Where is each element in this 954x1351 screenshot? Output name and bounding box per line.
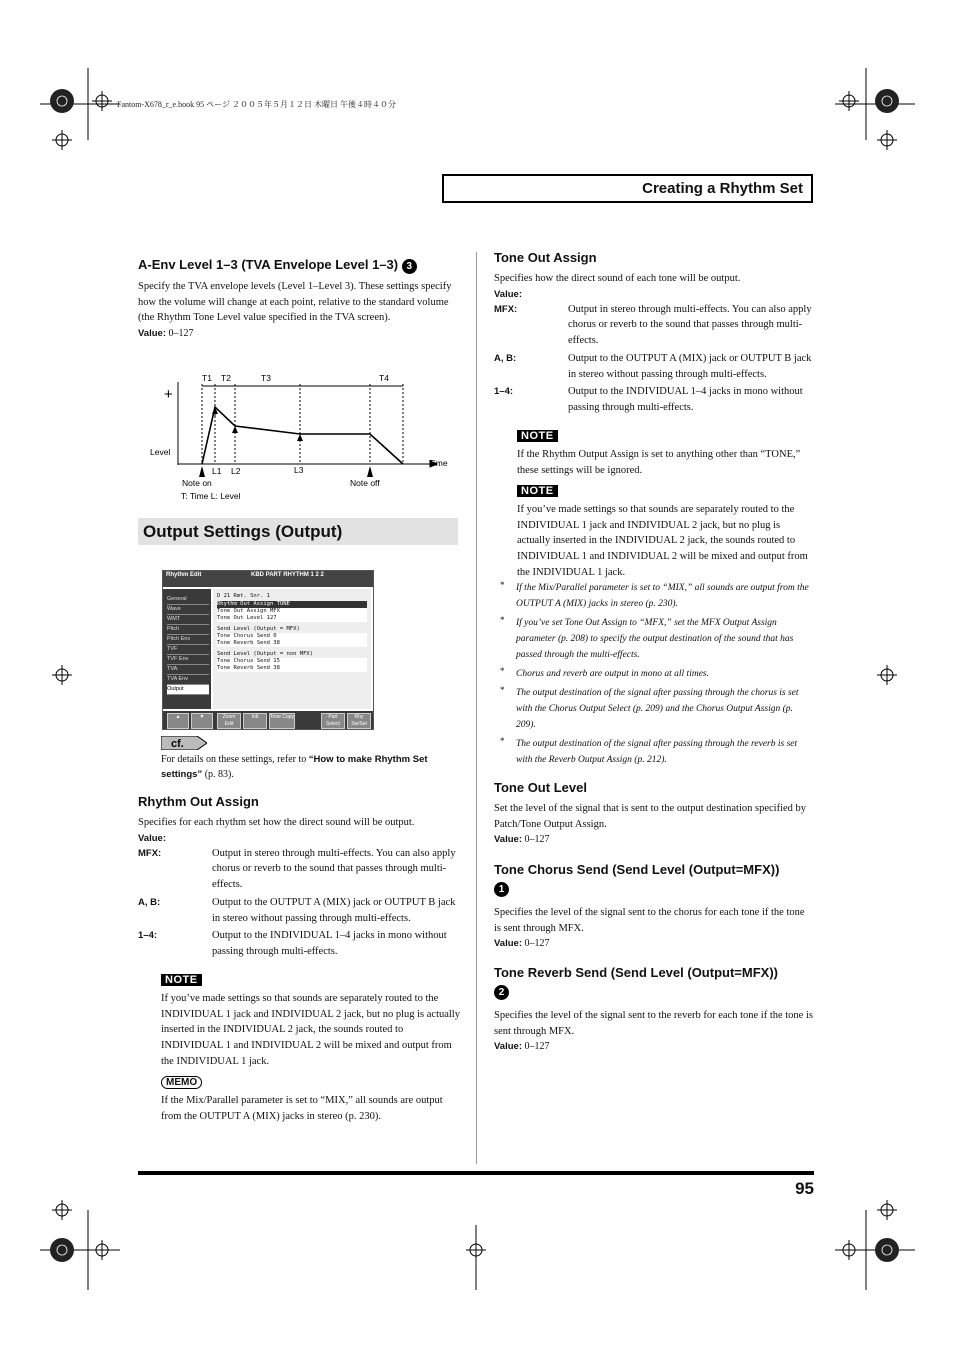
t2-label: T2 [221, 373, 231, 383]
tone-out-bullets [500, 580, 814, 768]
rhythm-out-value-label: Value: [138, 832, 166, 844]
rhythm-out-memo [161, 1072, 461, 1124]
tone-level-value: Value: 0–127 [494, 834, 550, 846]
tone-out-item: MFX: Output in stereo through multi-effects. You can also apply chorus or reverb to the sound that passes through multi-effects. [494, 303, 812, 347]
legend-label: T: Time L: Level [181, 491, 241, 501]
lcd-row: Send Level (Output = MFX) [217, 626, 300, 632]
column-divider [476, 252, 477, 1164]
lcd-row: Tone Out Level 127 [217, 615, 367, 622]
lcd-row: Tone Chorus Send 0 [217, 633, 367, 640]
aenv-description: Specify the TVA envelope levels (Level 1–Level 3). These settings specify how the volume will change at each point, relative to the standard volume (the Rhythm Tone Level value specified in the TVA screen). [138, 281, 452, 324]
aenv-heading: A-Env Level 1–3 (TVA Envelope Level 1–3) 3 [138, 257, 458, 274]
rhythm-out-item: 1–4: Output to the INDIVIDUAL 1–4 jacks in mono without passing through multi-effects. [138, 930, 447, 957]
bullet-item: * If the Mix/Parallel parameter is set to “MIX,” all sounds are output from the OUTPUT A (MIX) jacks in stereo (p. 230). [500, 580, 809, 609]
lcd-side-item[interactable]: TVA [167, 665, 209, 675]
l1-label: L1 [212, 466, 222, 476]
lcd-top-right: KBD PART RHYTHM 1 2 2 [251, 572, 324, 578]
tone-out-note-1 [517, 426, 814, 478]
file-info-line: Fantom-X678_r_e.book 95 ページ ２００５年５月１２日 木曜日 午後４時４０分 [117, 100, 396, 109]
l2-label: L2 [231, 466, 241, 476]
l3-label: L3 [294, 465, 304, 475]
lcd-side-item[interactable]: Wave [167, 605, 209, 615]
tone-reverb-description: Specifies the level of the signal sent to the reverb for each tone if the tone is sent through MFX. [494, 1010, 813, 1037]
lcd-screenshot [162, 570, 374, 730]
note-badge-icon: NOTE [517, 485, 558, 497]
number-3-icon: 3 [402, 259, 417, 274]
note-off-label: Note off [350, 478, 380, 488]
rhythm-out-heading: Rhythm Out Assign [138, 794, 259, 809]
lcd-up-arrow-icon[interactable]: ▲ [167, 713, 189, 729]
lcd-row: Send Level (Output = non MFX) [217, 651, 314, 657]
tone-out-note-1-text: If the Rhythm Output Assign is set to anything other than “TONE,” these settings will be ignored. [517, 449, 801, 476]
lcd-side-item[interactable]: TVA Env [167, 675, 209, 685]
footer-rule [138, 1171, 814, 1175]
tone-reverb-heading: Tone Reverb Send (Send Level (Output=MFX)) 2 [494, 965, 778, 998]
tone-out-note-2 [517, 481, 814, 581]
lcd-row: Tone Out Assign MFX [217, 608, 367, 615]
lcd-row: Tone Reverb Send 38 [217, 665, 367, 672]
memo-badge-icon: MEMO [161, 1076, 202, 1089]
number-1-icon: 1 [494, 882, 509, 897]
level-label: Level [150, 447, 171, 457]
lcd-side-item[interactable]: TVF Env [167, 655, 209, 665]
lcd-side-item[interactable]: Pitch Env [167, 635, 209, 645]
tone-reverb-value: Value: 0–127 [494, 1041, 550, 1053]
lcd-copy-button[interactable]: Tone Copy [269, 713, 295, 729]
aenv-value: Value: 0–127 [138, 328, 194, 340]
tone-chorus-description: Specifies the level of the signal sent to the chorus for each tone if the tone is sent through MFX. [494, 907, 805, 934]
lcd-side-item[interactable]: TVF [167, 645, 209, 655]
note-badge-icon: NOTE [161, 974, 202, 986]
output-settings-title: Output Settings (Output) [138, 518, 458, 545]
lcd-main-panel [213, 589, 371, 709]
rhythm-out-memo-text: If the Mix/Parallel parameter is set to “MIX,” all sounds are output from the OUTPUT A (MIX) jacks in stereo (p. 230). [161, 1095, 443, 1122]
tone-out-section [494, 250, 814, 416]
lcd-title: Rhythm Edit [166, 572, 202, 578]
t1-label: T1 [202, 373, 212, 383]
tone-chorus-value: Value: 0–127 [494, 938, 550, 950]
rhythm-out-description: Specifies for each rhythm set how the direct sound will be output. [138, 817, 415, 828]
bullet-item: * Chorus and reverb are output in mono at all times. [500, 666, 709, 679]
t4-label: T4 [379, 373, 389, 383]
lcd-row: D 21 Rmt. Snr. 1 [217, 593, 270, 599]
lcd-zoom-button[interactable]: Zoom Edit [217, 713, 241, 729]
tone-out-description: Specifies how the direct sound of each tone will be output. [494, 273, 741, 284]
lcd-side-item-active[interactable]: Output [167, 685, 209, 695]
tone-level-section [494, 780, 814, 845]
lcd-rhy-button[interactable]: Rhy Sw/Sel [347, 713, 371, 729]
rhythm-out-note [161, 970, 461, 1070]
lcd-down-arrow-icon[interactable]: ▼ [191, 713, 213, 729]
bullet-item: * The output destination of the signal after passing through the chorus is set with the Chorus Output Select (p. 209) and the Chorus Output Assign (p. 209). [500, 685, 799, 730]
envelope-diagram [145, 370, 460, 505]
page-number: 95 [795, 1179, 814, 1198]
rhythm-out-item: MFX: Output in stereo through multi-effects. You can also apply chorus or reverb to the sound that passes through multi-effects. [138, 847, 456, 891]
rhythm-out-section [138, 794, 458, 960]
tone-chorus-heading: Tone Chorus Send (Send Level (Output=MFX)) 1 [494, 862, 780, 895]
lcd-row: Tone Reverb Send 38 [217, 640, 367, 647]
cf-reference: For details on these settings, refer to “How to make Rhythm Set settings” (p. 83). [161, 754, 428, 780]
rhythm-out-item: A, B: Output to the OUTPUT A (MIX) jack or OUTPUT B jack in stereo without passing through multi-effects. [138, 896, 456, 924]
aenv-section [138, 257, 458, 339]
lcd-init-button[interactable]: Init [243, 713, 267, 729]
lcd-side-menu [163, 589, 211, 709]
lcd-row: Rhythm Out Assign TONE [217, 601, 367, 608]
t3-label: T3 [261, 373, 271, 383]
tone-level-heading: Tone Out Level [494, 780, 587, 795]
lcd-part-select-button[interactable]: Part Select [321, 713, 345, 729]
rhythm-out-note-text: If you’ve made settings so that sounds are separately routed to the INDIVIDUAL 1 jack and INDIVIDUAL 2 jack, but no plug is actually inserted in the INDIVIDUAL 2 jack, the sounds routed to INDIVIDUAL 1 and INDIVIDUAL 2 will be mixed and output from the INDIVIDUAL 1 jack. [161, 993, 460, 1067]
lcd-side-item[interactable]: General [167, 595, 209, 605]
note-badge-icon: NOTE [517, 430, 558, 442]
tone-reverb-section [494, 964, 814, 1052]
section-title: Creating a Rhythm Set [442, 174, 813, 203]
number-2-icon: 2 [494, 985, 509, 1000]
cf-badge-icon [161, 736, 207, 750]
note-on-label: Note on [182, 478, 212, 488]
bullet-item: * If you’ve set Tone Out Assign to “MFX,” set the MFX Output Assign parameter (p. 208) to specify the output destination of the sound that has passed through the multi-effects. [500, 615, 794, 660]
time-label: Time [429, 458, 448, 468]
tone-out-item: 1–4: Output to the INDIVIDUAL 1–4 jacks in mono without passing through multi-effects. [494, 386, 803, 413]
plus-label: + [164, 386, 173, 403]
lcd-row: Tone Chorus Send 15 [217, 658, 367, 665]
tone-out-heading: Tone Out Assign [494, 250, 597, 265]
bullet-item: * The output destination of the signal after passing through the reverb is set with the Reverb Output Assign (p. 212). [500, 736, 798, 765]
tone-out-note-2-text: If you’ve made settings so that sounds are separately routed to the INDIVIDUAL 1 jack and INDIVIDUAL 2 jack, but no plug is actually inserted in the INDIVIDUAL 2 jack, the sounds routed to INDIVIDUAL 1 and INDIVIDUAL 2 will be mixed and output from the INDIVIDUAL 1 jack. [517, 504, 808, 578]
tone-out-item: A, B: Output to the OUTPUT A (MIX) jack or OUTPUT B jack in stereo without passing through multi-effects. [494, 352, 812, 380]
tone-chorus-section [494, 861, 814, 949]
cf-badge-text: cf. [171, 738, 184, 750]
tone-level-description: Set the level of the signal that is sent to the output destination specified by Patch/Tone Output Assign. [494, 803, 807, 830]
lcd-side-item[interactable]: Pitch [167, 625, 209, 635]
tone-out-value-label: Value: [494, 288, 522, 300]
lcd-side-item[interactable]: WMT [167, 615, 209, 625]
